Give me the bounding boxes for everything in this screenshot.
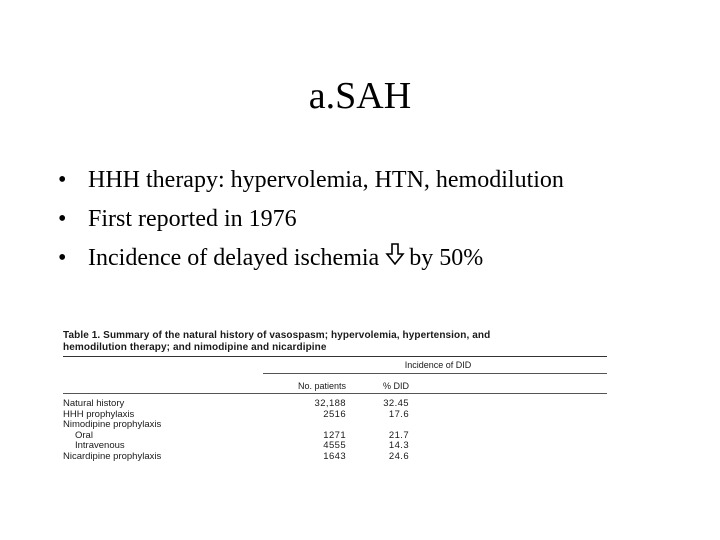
- bullet-text: HHH therapy: hypervolemia, HTN, hemodilution: [88, 167, 564, 193]
- table-caption-line: hemodilution therapy; and nimodipine and nicardipine: [63, 341, 327, 353]
- pct-cell: 21.7: [388, 429, 409, 441]
- bullet-symbol: •: [58, 206, 67, 232]
- row-label: HHH prophylaxis: [63, 408, 135, 420]
- table-row: [63, 399, 607, 410]
- row-label: Intravenous: [75, 440, 125, 452]
- table-row: [63, 452, 607, 463]
- group-header-rule: [263, 373, 607, 374]
- column-header: No. patients: [297, 381, 346, 391]
- row-label: Nimodipine prophylaxis: [63, 419, 162, 431]
- pct-cell: 17.6: [388, 408, 409, 420]
- summary-table: [63, 330, 607, 463]
- patients-cell: 32,188: [314, 398, 346, 409]
- group-header-label: Incidence of DID: [404, 360, 472, 370]
- pct-cell: 24.6: [388, 450, 409, 462]
- bullet-item: [58, 239, 564, 278]
- bullet-item: [58, 161, 564, 200]
- bullet-item: [58, 200, 564, 239]
- bullet-text: Incidence of delayed ischemia: [88, 245, 380, 271]
- patients-cell: 1271: [323, 429, 346, 441]
- row-label: Oral: [75, 429, 93, 441]
- row-label: Natural history: [63, 398, 125, 409]
- pct-cell: 14.3: [388, 440, 409, 452]
- patients-cell: 1643: [323, 450, 346, 462]
- bullet-text: by 50%: [409, 245, 484, 271]
- column-header: % DID: [382, 381, 409, 391]
- table-header-row: [63, 373, 607, 393]
- table-caption-line: Table 1. Summary of the natural history of vasospasm; hypervolemia, hypertension, and: [63, 330, 491, 341]
- bullet-list: [58, 161, 564, 278]
- table-group-header: [63, 357, 607, 373]
- patients-cell: 4555: [323, 440, 346, 452]
- patients-cell: 2516: [323, 408, 346, 420]
- table-caption: [63, 330, 607, 353]
- slide-title: a.SAH: [308, 75, 412, 117]
- row-label: Nicardipine prophylaxis: [63, 450, 162, 462]
- bullet-symbol: •: [58, 167, 67, 193]
- down-arrow-icon: [385, 243, 405, 265]
- table-body: [63, 394, 607, 463]
- bullet-symbol: •: [58, 245, 67, 271]
- pct-cell: 32.45: [383, 398, 409, 409]
- bullet-text: First reported in 1976: [88, 206, 297, 232]
